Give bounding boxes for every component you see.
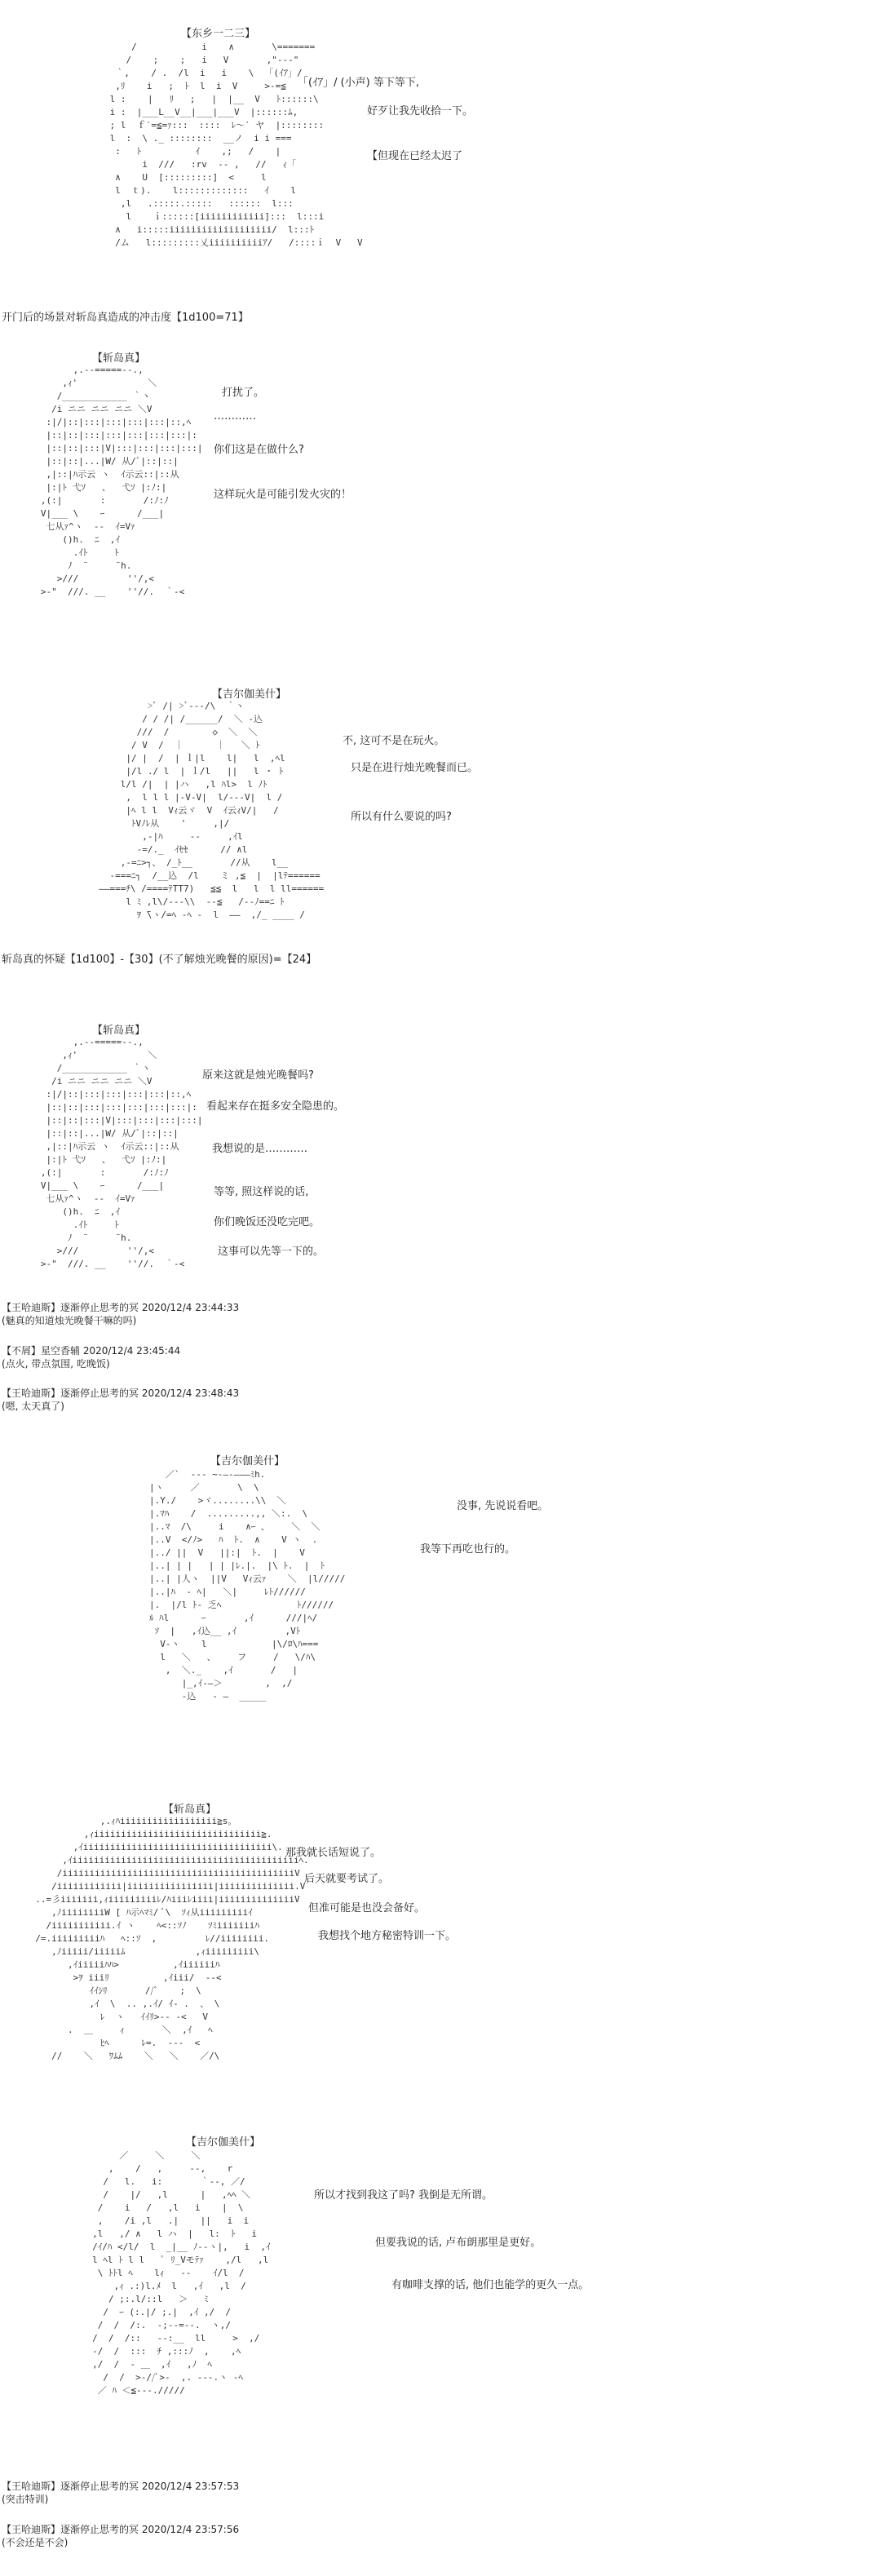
comment-entry (2, 1301, 239, 1327)
comment-user: 【王哈迪斯】逐渐停止思考的冥 (2, 2481, 139, 2492)
comment-text: (魅真的知道烛光晚餐干嘛的吗) (2, 1315, 137, 1326)
dialogue-line: 只是在进行烛光晚餐而已。 (351, 762, 479, 774)
dialogue-line: 所以有什么要说的吗? (351, 811, 452, 823)
dialogue-line: ………… (214, 410, 256, 423)
narration: 斩岛真的怀疑【1d100】-【30】(不了解烛光晚餐的原因)=【24】 (2, 954, 317, 966)
dialogue-line: 好歹让我先收拾一下。 (367, 105, 474, 117)
dialogue-line: 后天就要考试了。 (304, 1873, 390, 1885)
dialogue-line: 我想找个地方秘密特训一下。 (318, 1930, 457, 1942)
ascii-art-character: ,.--=====--., ,ｨ' ＼ /____________ ｀ヽ /i ニニ ニニ ニニ ＼V :|/|::|:::|:::|:::|:::|::,ﾍ |::|::|:::|:::|:::|:::|:::|: |::|::|:::|V|:::|:::|:::|:::| |::|::|...|W/ 从/ﾞ|::|::| ,|::|ﾊ示云 ヽ ｲ示云::|::从 |:|ﾄ 弋ｿ 、 弋ｿ |:ﾉ:| ,(:| : /:ﾉ:ﾉ V|___ \ ｰ /___| 七从ｧ^ヽ ‐‐ ｲ=Vｧ ()h. ﾆ ,ｲ .ｲﾄ ﾄ ﾉ ¨ ¨h. >/// ''/,< >-" ///. __ ''//. ｀-< (40, 365, 203, 597)
dialogue-line: 打扰了。 (222, 387, 265, 399)
dialogue-line: 你们这是在做什么? (214, 444, 304, 456)
comment-user: 【不屑】星空香辅 (2, 1345, 81, 1357)
comment-entry (2, 1387, 239, 1413)
comment-text: (不会还是不会) (2, 2537, 69, 2548)
comment-user: 【王哈迪斯】逐渐停止思考的冥 (2, 1302, 139, 1313)
ascii-art-character: >ﾞ /| >ﾞ‐‐‐/\ ｀ヽ / / /| /______/ ＼ ‐込 /// / ◇ ＼ ＼ / V / ｜ ｜ ＼ ﾄ |/ | / | ｌ|l l| l ,ﾍl |/l ./ l | ｌ/l || l ・ ﾄ l/l /| | |ハ ,l ﾊl> l ﾉﾄ , l l l |-V-V| l/‐‐‐V| l / |ﾍ l l Vｨ云ヾ V ｲ云ｨV/| / ﾄVﾉﾚ从 ' ,|/ ,-|ﾊ ‐‐ ,ｲl -=/._ ｲｾｾ // ∧l ,-=ﾆ>┐、 /_ﾄ__ //从 l__ ‐===ﾆ┐ /__込 /l ミ ,≦ | |lﾃ====== ——===ﾁ\ /====ﾃTT7) ≦≦ l l l ll====== l ﾐ ,l\/‐‐‐\\ ‐‐≦ /‐‐ﾉ==ﾆ ﾄ ｦ ̄\ヽ/=ﾍ ‐ﾍ ‐ l —— ,/_ ____ / (99, 701, 325, 920)
speaker-label: 【斩岛真】 (92, 1025, 146, 1037)
speaker-label: 【斩岛真】 (163, 1804, 217, 1816)
dialogue-line: 等等, 照这样说的话, (214, 1186, 309, 1198)
dialogue-line: 所以才找到我这了吗? 我倒是无所谓。 (314, 2189, 493, 2202)
dialogue-line: 「(ｲｱ」/ (小声) 等下等下, (298, 77, 419, 89)
comment-time: 2020/12/4 23:57:53 (141, 2481, 240, 2492)
dialogue-line: 看起来存在挺多安全隐患的。 (206, 1100, 345, 1113)
speaker-label: 【吉尔伽美什】 (186, 2136, 261, 2149)
comment-entry (2, 2480, 239, 2506)
dialogue-line: 但准可能是也没会备好。 (308, 1902, 426, 1914)
ascii-art-character: ,.ｨﾊiiiiiiiiiiiiiiiiii≧s。 ,ｨiiiiiiiiiiiiiiiiiiiiiiiiiiiiiii≧. ,ｲiiiiiiiiiiiiiiiiiiiiiiiiiiiiiiiiiii\. ,ｲiiiiiiiiiiiiiiiiiiiiiiiiiiiiiiiiiiiiiiiiiiﾍ. /iiiiiiiiiiiiiiiiiiiiiiiiiiiiiiiiiiiiiiiiiiiV /iiiiiiiiiiii|iiiiiiiiiiiiiiii|iiiiiiiiiiiiii.V ..=彡iiiiiii,ｨiiiiiiiiiﾚ/ﾊiiiﾚiiii|iiiiiiiiiiiiiiV ,ﾉiiiiiiiiW [ ﾊ示ﾍﾏﾐ/ ﾞ\ ｿｨ从iiiiiiiiiｲ /iiiiiiiiiii.ｲ ヽ ﾍ<::ｿﾉ ｿﾐiiiiiiiﾊ /=.iiiiiiiiiﾊ ﾍ::ｿ , ﾚ//iiiiiiii. ,ﾉiiiii/iiiiiﾑ ,ｨiiiiiiiii\ ,ｲiiiiiﾊﾊ> ,ｲiiiiiiﾊ >ｦ iiiﾘ ,ｲiii/ ‐‐< ｲｲｼﾘ //ﾞ ; \ ,ｲ \ .. ,.ｲ/ ｲ‐ . 、 \ ﾚ ヽ ｲｲﾘ>‐‐ ‐< V . ＿ ｨ ＼ ,ｲ ﾍ ﾋﾍ ﾚ=. ‐‐‐ < // ＼ ﾜﾑﾑ ＼ ＼ ／/\ (35, 1816, 309, 2061)
speaker-label: 【东乡一二三】 (181, 28, 256, 40)
dialogue-line: 我等下再吃也行的。 (420, 1543, 516, 1556)
narration: 开门后的场景对斩岛真造成的冲击度【1d100=71】 (2, 312, 249, 324)
dialogue-line: 原来这就是烛光晚餐吗? (202, 1069, 314, 1082)
comment-time: 2020/12/4 23:44:33 (141, 1302, 240, 1313)
comment-text: (点火, 带点氛围, 吃晚饭) (2, 1358, 110, 1370)
dialogue-line: 你们晚饭还没吃完吧。 (214, 1216, 321, 1228)
comment-text: (嗯, 太天真了) (2, 1401, 64, 1412)
ascii-art-character: ／` ‐‐‐ ~‐―‐―――ﾐh. |ヽ ／ \ \ |.Y./ >ヾ........\\ ＼ |.ﾏﾊ / .........,, ＼:. \ |..ﾏ /\ i ∧ｰ 、 ＼ ＼ |..V </ﾉ> ﾊ ﾄ. ∧ V ヽ . |../ || V ||:| ﾄ. | V |..| | | | | |ﾚ.|. |\ ﾄ. | ﾄ |..| |人ヽ ||V Vｨ云ｧ ＼ |l///// |..|ﾊ ‐ ﾍ| ＼| ﾚﾄ////// |. |/l ﾄ‐ 乏ﾍ ﾄ////// ﾙ ﾊl ｰ ,ｲ ///|ﾍ/ ｿ | ,ｲ込__ ,ｲ ,Vﾄ V‐ヽ l |\/ﾛ\ﾊ=== l ＼ 、 フ / \/ﾊ\ , ＼._ ,ｲ / | |_,ｲ‐―＞ , ,/ ‐込 ‐ ― _____ (148, 1469, 346, 1702)
comment-time: 2020/12/4 23:48:43 (141, 1388, 240, 1399)
dialogue-line: 不, 这可不是在玩火。 (343, 735, 445, 747)
ascii-art-character: / i ∧ \======= / ; ; i V ,"‐-‐" ｀, / . /l i i \ 「(ｲｱ」/ ,ﾘ i ; ﾄ l i V >-=≦ l : | ﾘ ; | |__ V ﾄ::::::\ i : |___L__V__|___|___V |::::::ﾑ, ; l ｆ′=≦=ｧ::: :::: ﾚ〜′ ヤ |:::::::: l : \ ._ :::::::: __ノ i i === : ﾄ ｲ ,; / | i /// :rv ‐‐ , // ｨ「 ∧ U [:::::::::] < l l ｔ). l::::::::::::: ｲ l ,l .:::::.::::: :::::: l::: l ｉ::::::[iiiiiiiiiiii]::: l:::i ∧ i:::::iiiiiiiiiiiiiiiiiii/ l:::ﾄ /ム l:::::::::乂iiiiiiiiiiｱ/ /::::ｉ V V (109, 42, 363, 248)
dialogue-line: 有咖啡支撑的话, 他们也能学的更久一点。 (391, 2279, 590, 2291)
dialogue-line: 但要我说的话, 卢布朗那里是更好。 (375, 2237, 542, 2249)
speaker-label: 【斩岛真】 (92, 352, 146, 365)
dialogue-line: 【但现在已经太迟了 (367, 150, 463, 162)
comment-text: (突击特训) (2, 2494, 49, 2505)
dialogue-line: 没事, 先说说看吧。 (457, 1500, 549, 1512)
comment-time: 2020/12/4 23:57:56 (141, 2524, 240, 2535)
speaker-label: 【吉尔伽美什】 (212, 688, 287, 701)
dialogue-line: 这样玩火是可能引发火灾的！ (214, 489, 352, 501)
dialogue-line: 我想说的是………… (212, 1143, 308, 1155)
comment-user: 【王哈迪斯】逐渐停止思考的冥 (2, 1388, 139, 1399)
comment-entry (2, 1344, 180, 1370)
dialogue-line: 那我就长话短说了。 (285, 1847, 382, 1859)
dialogue-line: 这事可以先等一下的。 (218, 1246, 325, 1258)
comment-user: 【王哈迪斯】逐渐停止思考的冥 (2, 2524, 139, 2535)
comment-entry (2, 2523, 239, 2549)
comment-time: 2020/12/4 23:45:44 (82, 1345, 181, 1357)
speaker-label: 【吉尔伽美什】 (210, 1455, 285, 1467)
ascii-art-character: ／ ＼ ＼ , / , ‐‐, r / l. i: ｀‐‐, ／/ / |/ ,l | ,ﾍﾍ ＼ / i / ,l i | \ , /i ,l .| || i i ,l ,/ ∧ l ハ | l: ﾄ i /ｲ/ﾊ </l/ l _|__ ﾉ‐‐ヽ|, i ,ｲ l ﾍl ﾄ l l ﾟ ﾘ_Vモﾃｧ ,/l ,l \ ﾄﾄl ﾍ lｨ ‐‐ ｲ/l / ,ｨ .:)l.ﾒ l ,ｲ ,l / / ;:.l/::l ＞ ﾐ / ｰ (:.|/ ;.| ,ｲ ,/ / / / /:. ‐;‐‐=--. ヽ,/ / / /:: ‐‐:__ ll > ,/ ‐/ / ::: ﾁ ,:::ﾉ , ,ﾍ ,/ / ‐ ＿ ,ｲ ,ﾉ ﾍ / / >‐//ﾞ>‐ ,. ‐‐‐.ヽ ‐ﾍ ／ ﾊ ＜≦‐‐‐.///// (92, 2150, 271, 2396)
ascii-art-character: ,.--=====--., ,ｨ' ＼ /____________ ｀ヽ /i ニニ ニニ ニニ ＼V :|/|::|:::|:::|:::|:::|::,ﾍ |::|::|:::|:::|:::|:::|:::|: |::|::|:::|V|:::|:::|:::|:::| |::|::|...|W/ 从/ﾞ|::|::| ,|::|ﾊ示云 ヽ ｲ示云::|::从 |:|ﾄ 弋ｿ 、 弋ｿ |:ﾉ:| ,(:| : /:ﾉ:ﾉ V|___ \ ｰ /___| 七从ｧ^ヽ ‐‐ ｲ=Vｧ ()h. ﾆ ,ｲ .ｲﾄ ﾄ ﾉ ¨ ¨h. >/// ''/,< >-" ///. __ ''//. ｀-< (40, 1037, 203, 1269)
